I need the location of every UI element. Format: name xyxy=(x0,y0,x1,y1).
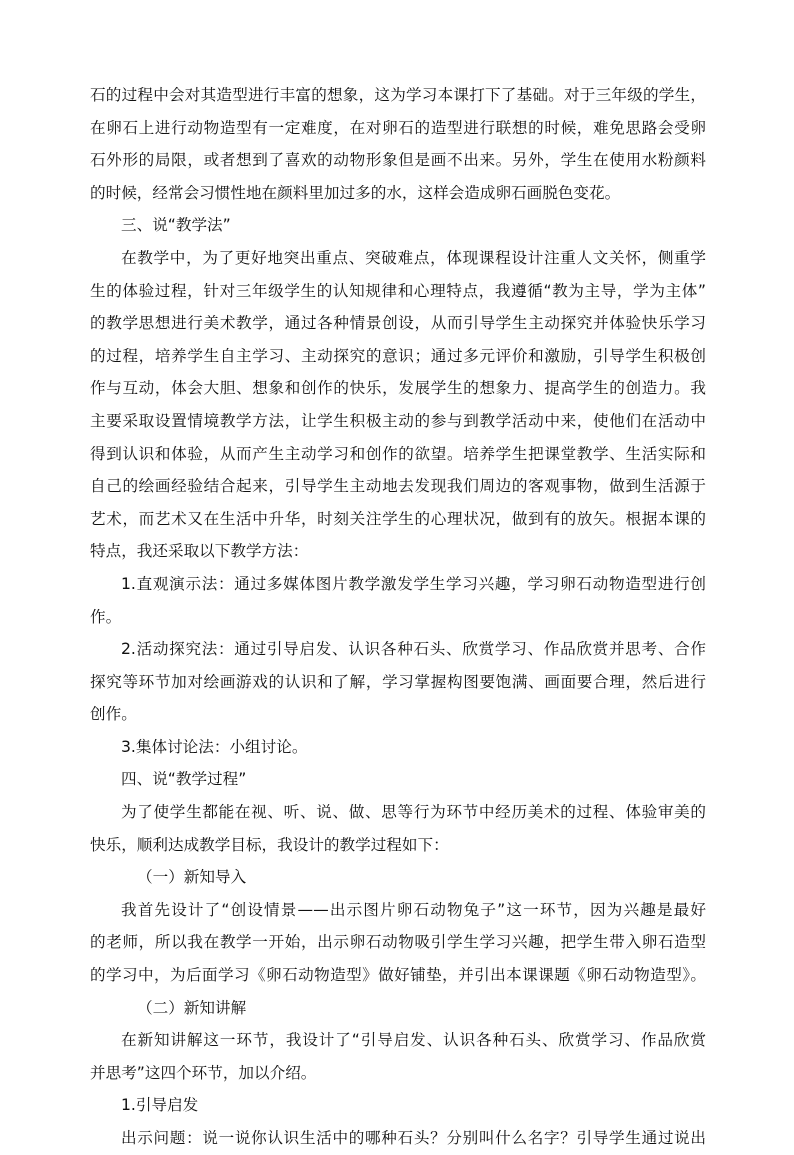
text-line: 创作。 xyxy=(90,705,137,724)
text-line: 我首先设计了“创设情景——出示图片卵石动物兔子”这一环节，因为兴趣是最好 xyxy=(121,900,706,919)
text-line: 石外形的局限，或者想到了喜欢的动物形象但是画不出来。另外，学生在使用水粉颜料 xyxy=(90,151,706,170)
text-line: （二）新知讲解 xyxy=(137,998,247,1017)
text-line: （一）新知导入 xyxy=(137,868,247,887)
text-line: 的学习中，为后面学习《卵石动物造型》做好铺垫，并引出本课课题《卵石动物造型》。 xyxy=(90,966,706,985)
text-line: 的教学思想进行美术教学，通过各种情景创设，从而引导学生主动探究并体验快乐学习 xyxy=(90,314,706,333)
text-line: 3.集体讨论法：小组讨论。 xyxy=(121,737,308,756)
text-line: 特点，我还采取以下教学方法： xyxy=(90,542,309,561)
text-line: 为了使学生都能在视、听、说、做、思等行为环节中经历美术的过程、体验审美的 xyxy=(121,803,706,822)
text-line: 作与互动，体会大胆、想象和创作的快乐，发展学生的想象力、提高学生的创造力。我 xyxy=(90,379,706,398)
text-line: 的老师，所以我在教学一开始，出示卵石动物吸引学生学习兴趣，把学生带入卵石造型 xyxy=(90,933,706,952)
text-line: 的时候，经常会习惯性地在颜料里加过多的水，这样会造成卵石画脱色变花。 xyxy=(90,183,621,202)
text-line: 2.活动探究法：通过引导启发、认识各种石头、欣赏学习、作品欣赏并思考、合作 xyxy=(121,640,706,659)
text-line: 得到认识和体验，从而产生主动学习和创作的欲望。培养学生把课堂教学、生活实际和 xyxy=(90,444,706,463)
text-line: 石的过程中会对其造型进行丰富的想象，这为学习本课打下了基础。对于三年级的学生， xyxy=(90,86,706,104)
text-line: 三、说“教学法” xyxy=(121,216,231,235)
text-line: 的过程，培养学生自主学习、主动探究的意识；通过多元评价和激励，引导学生积极创 xyxy=(90,346,706,365)
text-line: 艺术，而艺术又在生活中升华，时刻关注学生的心理状况，做到有的放矢。根据本课的 xyxy=(90,509,706,528)
text-line: 在教学中，为了更好地突出重点、突破难点，体现课程设计注重人文关怀，侧重学 xyxy=(121,248,706,267)
text-line: 1.直观演示法：通过多媒体图片教学激发学生学习兴趣，学习卵石动物造型进行创 xyxy=(121,574,706,593)
text-line: 出示问题：说一说你认识生活中的哪种石头？分别叫什么名字？引导学生通过说出 xyxy=(121,1129,706,1147)
text-line: 在卵石上进行动物造型有一定难度，在对卵石的造型进行联想的时候，难免思路会受卵 xyxy=(90,118,706,137)
text-line: 快乐，顺利达成教学目标，我设计的教学过程如下： xyxy=(90,835,449,854)
text-line: 探究等环节加对绘画游戏的认识和了解，学习掌握构图要饱满、画面要合理，然后进行 xyxy=(90,672,706,691)
text-line: 并思考”这四个环节，加以介绍。 xyxy=(90,1063,317,1082)
text-line: 在新知讲解这一环节，我设计了“引导启发、认识各种石头、欣赏学习、作品欣赏 xyxy=(121,1031,706,1050)
text-line: 1.引导启发 xyxy=(121,1096,199,1115)
document-page xyxy=(90,79,706,1155)
text-line: 作。 xyxy=(90,607,122,626)
text-line: 主要采取设置情境教学方法，让学生积极主动的参与到教学活动中来，使他们在活动中 xyxy=(90,411,706,430)
text-line: 自己的绘画经验结合起来，引导学生主动地去发现我们周边的客观事物，做到生活源于 xyxy=(90,477,706,496)
text-line: 生的体验过程，针对三年级学生的认知规律和心理特点，我遵循“教为主导，学为主体” xyxy=(90,281,706,300)
text-line: 四、说“教学过程” xyxy=(121,770,247,789)
